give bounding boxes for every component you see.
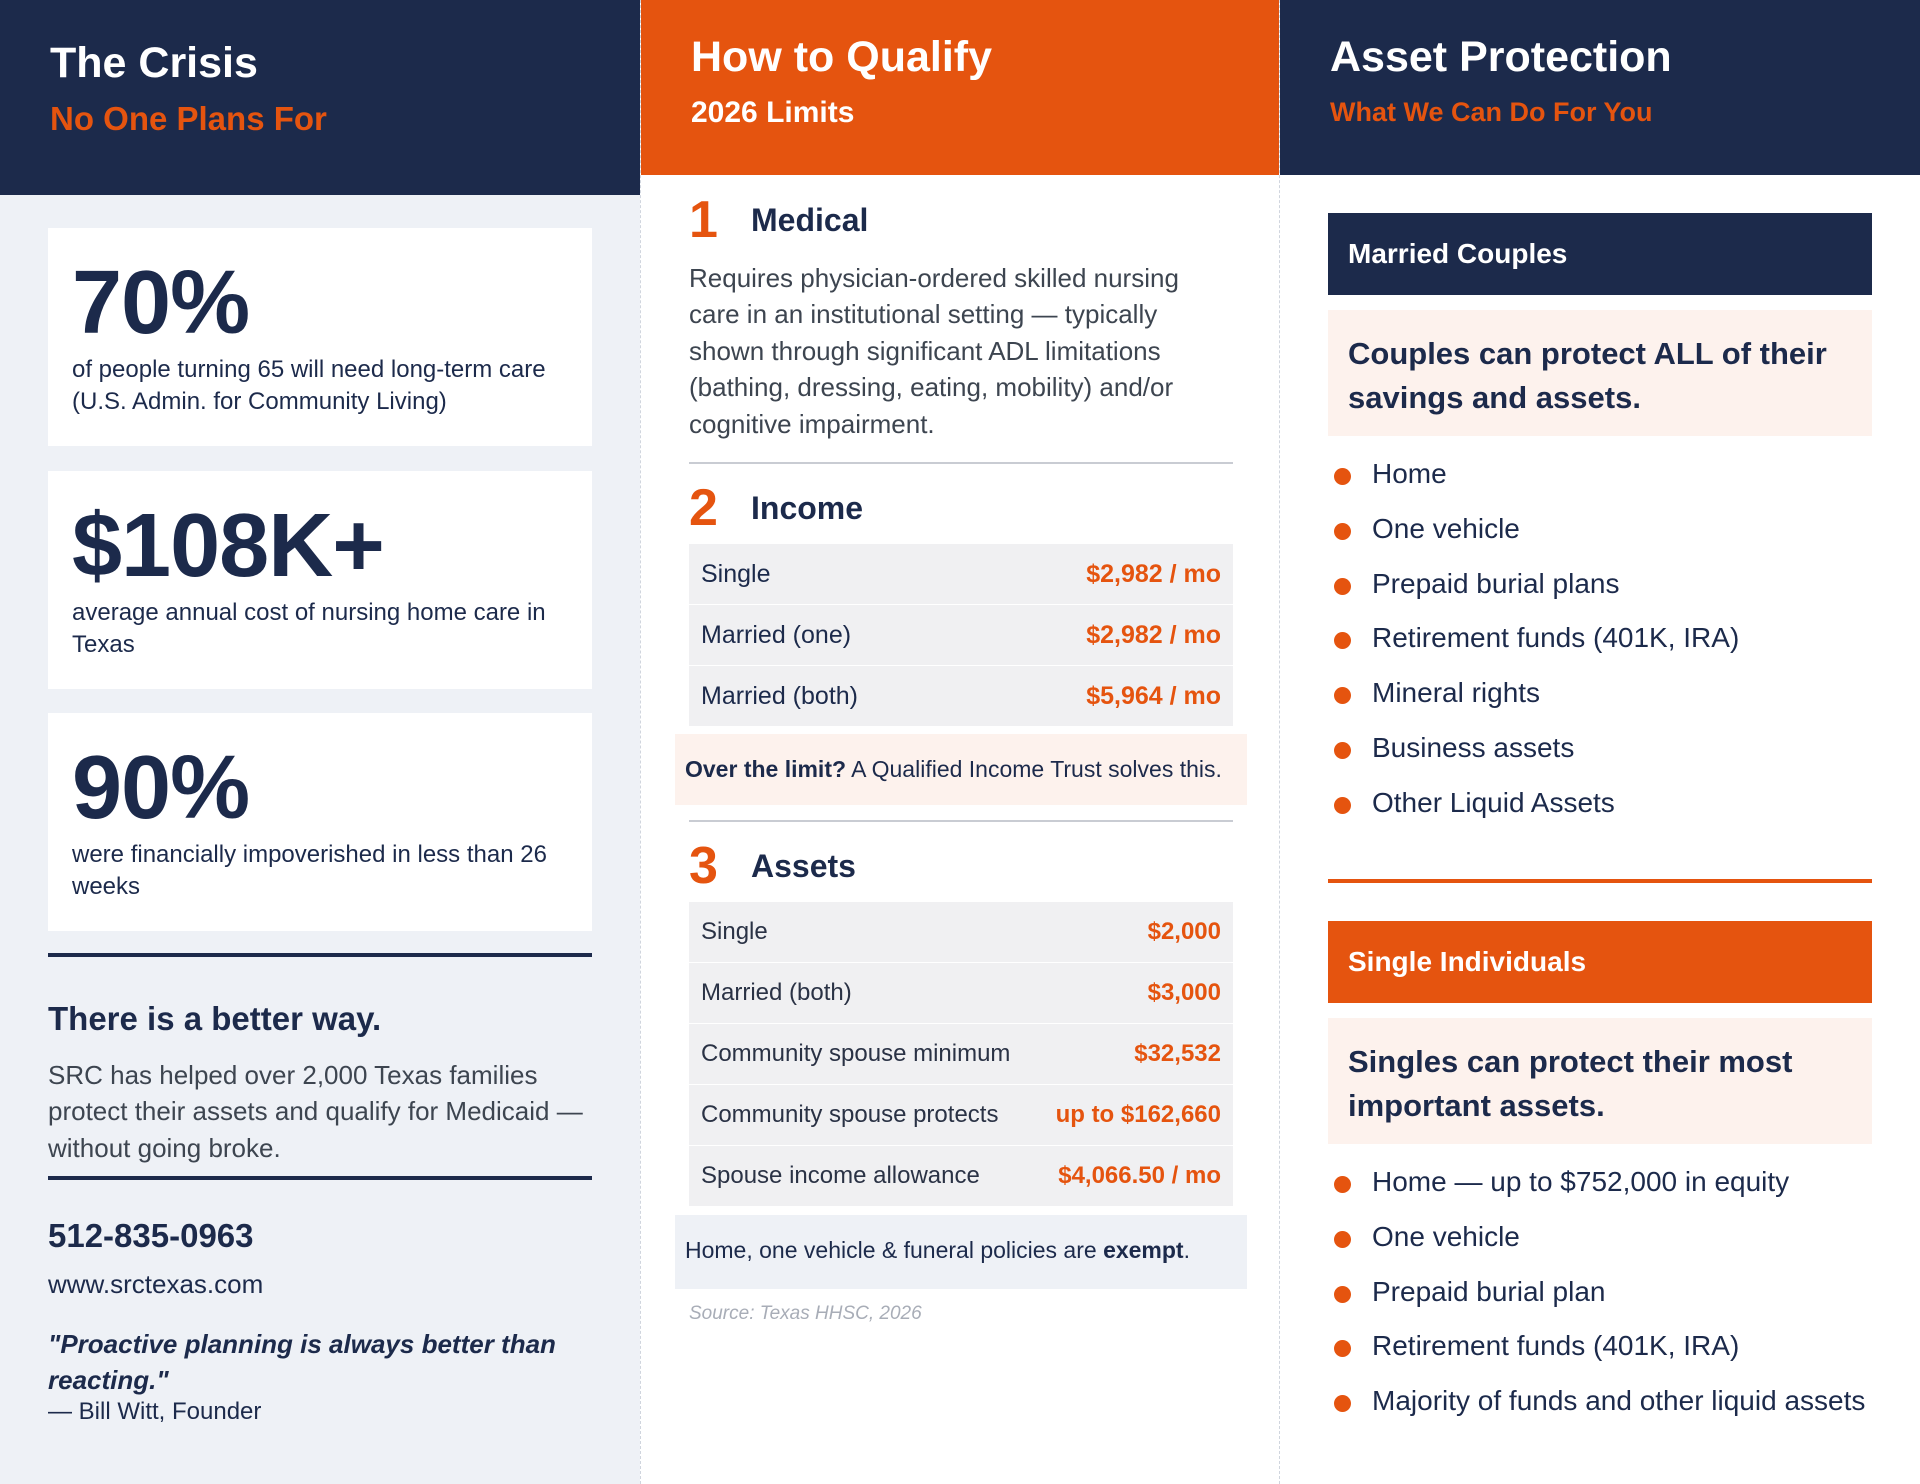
bullet-icon: [1334, 1340, 1351, 1357]
income-trust-callout: [675, 734, 1247, 805]
callout-text-end: .: [1183, 1237, 1190, 1263]
bullet-icon: [1334, 1395, 1351, 1412]
section-number: 2: [689, 479, 718, 537]
list-item: [1328, 1328, 1888, 1364]
crisis-subtitle: No One Plans For: [50, 99, 327, 137]
qualify-subtitle: 2026 Limits: [691, 95, 855, 129]
row-value: $2,000: [1147, 918, 1221, 945]
phone-number[interactable]: 512-835-0963: [48, 1217, 254, 1254]
table-row: [689, 902, 1233, 963]
list-item: [1328, 730, 1888, 766]
list-item: [1328, 620, 1888, 656]
stat-card: [48, 471, 592, 689]
list-item: [1328, 675, 1888, 711]
stat-value: 70%: [72, 253, 250, 353]
list-item: [1328, 785, 1888, 821]
bullet-icon: [1334, 1286, 1351, 1303]
row-label: Married (one): [701, 620, 852, 649]
list-item-label: Prepaid burial plans: [1372, 567, 1620, 599]
list-item-label: Mineral rights: [1372, 677, 1541, 709]
bullet-icon: [1334, 1231, 1351, 1248]
row-label: Community spouse protects: [701, 1101, 999, 1128]
table-row: [689, 666, 1233, 727]
callout-text: Home, one vehicle & funeral policies are: [685, 1237, 1104, 1263]
medical-section-heading: [689, 191, 1229, 254]
single-individuals-band: Single Individuals: [1328, 921, 1872, 1003]
list-item: [1328, 1274, 1888, 1310]
callout-text: A Qualified Income Trust solves this.: [846, 756, 1222, 782]
protection-title: Asset Protection: [1330, 33, 1672, 81]
table-row: [689, 544, 1233, 605]
stat-description: average annual cost of nursing home care in Texas: [72, 599, 546, 659]
crisis-title: The Crisis: [50, 39, 258, 87]
crisis-panel: [0, 0, 640, 1484]
callout-emphasis: Over the limit?: [685, 756, 847, 782]
list-item: [1328, 1164, 1888, 1200]
bullet-icon: [1334, 797, 1351, 814]
row-label: Married (both): [701, 979, 852, 1006]
married-promise: Couples can protect ALL of their savings and assets.: [1328, 310, 1872, 436]
table-row: [689, 1146, 1233, 1207]
list-item: [1328, 566, 1888, 602]
table-row: [689, 605, 1233, 666]
bullet-icon: [1334, 1176, 1351, 1193]
founder-quote: "Proactive planning is always better than reacting.": [48, 1329, 556, 1395]
divider: [1328, 879, 1872, 883]
bullet-icon: [1334, 523, 1351, 540]
divider: [48, 953, 592, 957]
row-value: $2,982 / mo: [1086, 559, 1221, 588]
bullet-icon: [1334, 742, 1351, 759]
protection-panel: [1280, 0, 1920, 1484]
section-title: Assets: [751, 848, 856, 884]
divider: [48, 1176, 592, 1180]
section-title: Income: [751, 490, 864, 526]
stat-value: 90%: [72, 738, 250, 838]
bullet-icon: [1334, 632, 1351, 649]
list-item-label: Retirement funds (401K, IRA): [1372, 1330, 1740, 1362]
divider: [689, 462, 1233, 464]
qualify-panel: [640, 0, 1280, 1484]
stat-description: were financially impoverished in less than 26 weeks: [72, 841, 547, 901]
row-label: Community spouse minimum: [701, 1040, 1011, 1067]
row-value: $5,964 / mo: [1086, 681, 1221, 710]
row-value: $32,532: [1134, 1040, 1221, 1067]
better-way-heading: There is a better way.: [48, 1000, 382, 1037]
website-link[interactable]: www.srctexas.com: [48, 1269, 264, 1299]
list-item-label: Business assets: [1372, 732, 1575, 764]
medical-requirement-text: Requires physician-ordered skilled nursing care in an institutional setting — typically shown through significant ADL limitations (bathing, dressing, eating, mobility) and/or cognitive impairment.: [689, 263, 1179, 439]
qualify-title: How to Qualify: [691, 33, 992, 81]
row-value: $2,982 / mo: [1086, 620, 1221, 649]
divider: [689, 820, 1233, 822]
list-item-label: Retirement funds (401K, IRA): [1372, 622, 1740, 654]
table-row: [689, 963, 1233, 1024]
crisis-header: [0, 0, 640, 195]
protection-subtitle: What We Can Do For You: [1330, 96, 1653, 127]
qualify-header: [641, 0, 1279, 175]
row-value: up to $162,660: [1055, 1101, 1221, 1128]
list-item-label: One vehicle: [1372, 512, 1520, 544]
table-row: [689, 1085, 1233, 1146]
stat-card: [48, 713, 592, 931]
section-number: 1: [689, 191, 718, 249]
protection-header: [1280, 0, 1920, 175]
married-couples-band: Married Couples: [1328, 213, 1872, 295]
list-item: [1328, 511, 1888, 547]
list-item-label: Majority of funds and other liquid assets: [1372, 1385, 1866, 1417]
section-title: Medical: [751, 202, 869, 238]
single-asset-list: [1328, 1164, 1888, 1438]
row-value: $4,066.50 / mo: [1058, 1162, 1221, 1189]
list-item-label: Home: [1372, 458, 1447, 489]
list-item: [1328, 1219, 1888, 1255]
assets-section-heading: [689, 837, 1229, 900]
callout-emphasis: exempt: [1103, 1237, 1184, 1263]
bullet-icon: [1334, 578, 1351, 595]
source-note: Source: Texas HHSC, 2026: [689, 1303, 922, 1324]
row-label: Single: [701, 918, 768, 945]
list-item-label: Other Liquid Assets: [1372, 786, 1615, 818]
stat-card: [48, 228, 592, 446]
list-item: [1328, 1383, 1888, 1419]
bullet-icon: [1334, 687, 1351, 704]
income-limits-table: [689, 544, 1233, 727]
bullet-icon: [1334, 468, 1351, 485]
row-label: Single: [701, 559, 771, 588]
exempt-items-callout: [675, 1215, 1247, 1289]
married-asset-list: [1328, 456, 1888, 840]
asset-limits-table: [689, 902, 1233, 1207]
list-item: [1328, 456, 1888, 492]
table-row: [689, 1024, 1233, 1085]
income-section-heading: [689, 479, 1229, 542]
list-item-label: Prepaid burial plan: [1372, 1275, 1606, 1307]
better-way-text: SRC has helped over 2,000 Texas families protect their assets and qualify for Medicaid — without going broke.: [48, 1060, 583, 1163]
stat-value: $108K+: [72, 496, 384, 596]
quote-attribution: — Bill Witt, Founder: [48, 1398, 262, 1425]
list-item-label: One vehicle: [1372, 1220, 1520, 1252]
section-number: 3: [689, 837, 718, 895]
list-item-label: Home — up to $752,000 in equity: [1372, 1166, 1790, 1197]
row-label: Married (both): [701, 681, 858, 710]
row-label: Spouse income allowance: [701, 1162, 980, 1189]
stat-description: of people turning 65 will need long-term care (U.S. Admin. for Community Living): [72, 356, 546, 416]
row-value: $3,000: [1147, 979, 1221, 1006]
single-promise: Singles can protect their most important assets.: [1328, 1018, 1872, 1144]
